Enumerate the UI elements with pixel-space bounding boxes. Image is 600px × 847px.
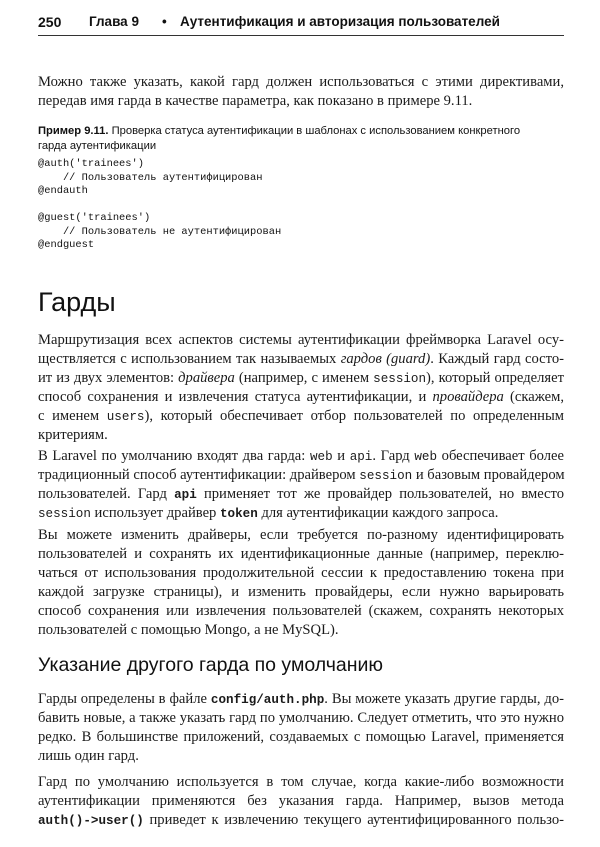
- text-line: ит из двух элементов: драйвера (например, с именем session), который определяет: [38, 370, 564, 386]
- page-number: 250: [38, 14, 62, 30]
- chapter-label: Глава 9: [89, 14, 139, 29]
- text-line: передав имя гарда в качестве параметра, как показано в примере 9.11.: [38, 93, 473, 109]
- default-guard-paragraph-1: [38, 690, 564, 766]
- intro-paragraph: [38, 73, 564, 111]
- bullet-separator: •: [162, 14, 167, 29]
- code-blank-line: [38, 199, 564, 213]
- code-line: @auth('trainees'): [38, 158, 145, 170]
- text-line: Гард по умолчанию используется в том случае, когда какие-либо возможности: [38, 774, 564, 790]
- text-line: каждой загрузке страницы), и изменить провайдеры, если нужно варьировать: [38, 584, 564, 600]
- example-label: Пример 9.11.: [38, 125, 109, 137]
- text-line: лишь один гард.: [38, 748, 139, 764]
- text-line: Можно также указать, какой гард должен использоваться с этими директивами,: [38, 74, 564, 90]
- guards-paragraph-2: [38, 447, 564, 523]
- guards-paragraph-3: [38, 526, 564, 640]
- text-line: способ сохранения или извлечения пользователей (скажем, сохранять некоторых: [38, 603, 564, 619]
- text-line: способ сохранения и извлечения статуса аутентификации, и провайдера (скажем,: [38, 389, 564, 405]
- text-line: auth()->user() приведет к извлечению текущего аутентифицированного пользо-: [38, 812, 564, 828]
- text-line: бавить новые, а также указать гард по умолчанию. Следует отметить, что это нужно: [38, 710, 564, 726]
- text-line: ществляется с использованием так называемых гардов (guard). Каждый гард состо-: [38, 351, 564, 367]
- caption-line: Пример 9.11. Проверка статуса аутентификации в шаблонах с использованием конкретного: [38, 125, 521, 137]
- text-line: session использует драйвер token для аутентификации каждого запроса.: [38, 505, 499, 521]
- code-line: @endauth: [38, 185, 88, 197]
- text-line: Вы можете изменить драйверы, если требуется по-разному идентифицировать: [38, 527, 564, 543]
- text-line: традиционный способ аутентификации: драйвером session и базовым провайдером: [38, 467, 565, 483]
- code-line: // Пользователь не аутентифицирован: [38, 225, 282, 238]
- text-line: аутентификации применяются без указания гарда. Например, вызов метода: [38, 793, 564, 809]
- text-line: В Laravel по умолчанию входят два гарда: web и api. Гард web обеспечивает более: [38, 448, 564, 464]
- text-line: редко. В большинстве приложений, создаваемых с помощью Laravel, применяется: [38, 729, 564, 745]
- guards-paragraph-1: [38, 331, 564, 445]
- chapter-title: Аутентификация и авторизация пользователей: [180, 14, 500, 29]
- text-line: пользователей. Гард api применяет тот же провайдер пользователей, но вместо: [38, 486, 565, 502]
- subsection-heading: Указание другого гарда по умолчанию: [38, 654, 384, 676]
- text-line: критериям.: [38, 427, 108, 443]
- text-line: Гарды определены в файле config/auth.php. Вы можете указать другие гарды, до-: [38, 691, 565, 707]
- code-line: @guest('trainees'): [38, 212, 151, 224]
- section-heading: Гарды: [38, 287, 116, 317]
- code-line: // Пользователь аутентифицирован: [38, 171, 263, 184]
- text-line: пользователей с помощью Mongo, а не MySQL).: [38, 622, 339, 638]
- code-line: @endguest: [38, 239, 95, 251]
- header-rule: [38, 35, 564, 36]
- text-line: с именем users), который обеспечивает отбор пользователей по определенным: [38, 408, 564, 424]
- example-caption: [38, 124, 564, 154]
- code-listing: [38, 158, 564, 253]
- caption-line: гарда аутентификации: [38, 140, 157, 152]
- text-line: Маршрутизация всех аспектов системы аутентификации фреймворка Laravel осу-: [38, 332, 564, 348]
- default-guard-paragraph-2: [38, 773, 564, 830]
- text-line: чаться от использования продолжительной сессии к предоставлению токена при: [38, 565, 564, 581]
- running-head: [38, 10, 564, 34]
- text-line: пользователей и сохранять их идентификационные данные (например, переклю-: [38, 546, 564, 562]
